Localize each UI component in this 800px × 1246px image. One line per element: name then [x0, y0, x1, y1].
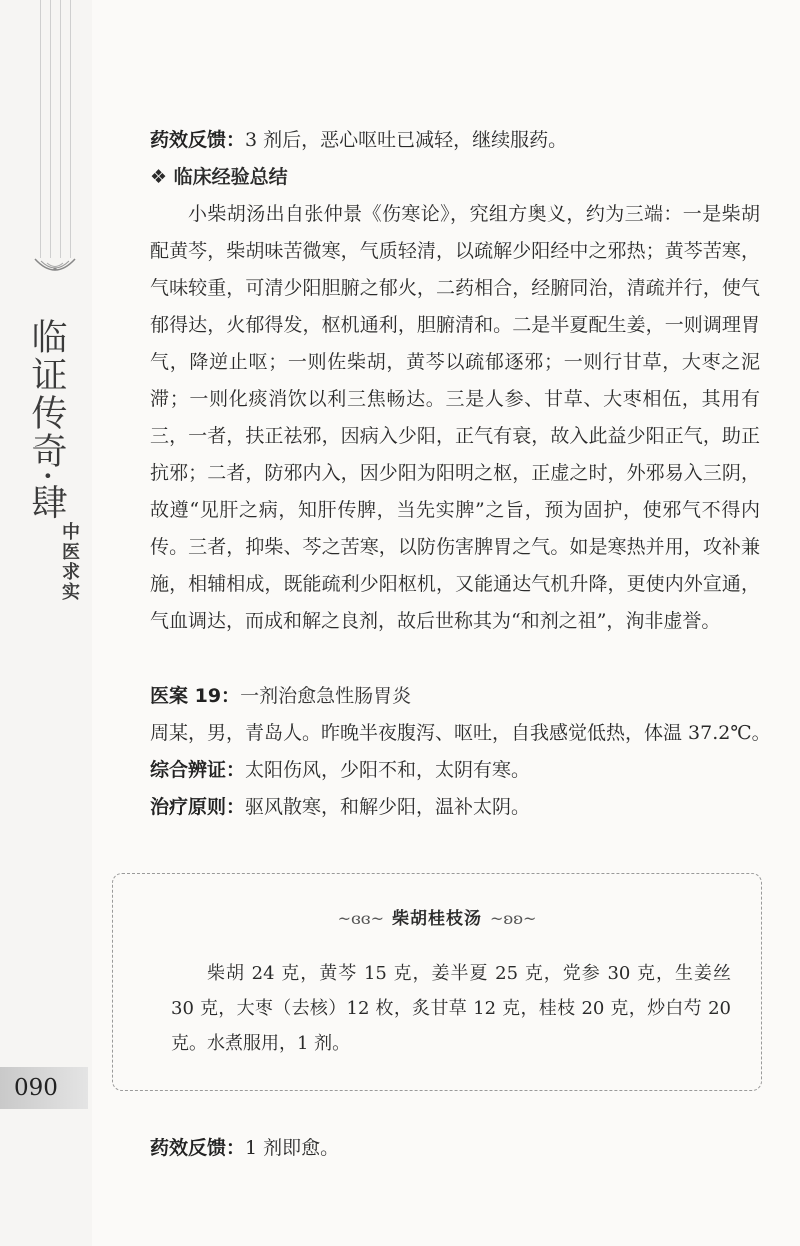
principle-text: 驱风散寒，和解少阳，温补太阴。	[245, 796, 531, 818]
principle-line	[150, 789, 760, 826]
diagnosis-label: 综合辨证：	[150, 759, 246, 781]
final-feedback-text: 1 剂即愈。	[245, 1137, 340, 1159]
principle-label: 治疗原则：	[150, 796, 246, 818]
right-swirl-ornament-icon: ~ʚʚ~	[490, 909, 537, 928]
rail-line	[50, 0, 51, 258]
rail-line	[60, 0, 61, 258]
book-subtitle: 中医求实	[59, 522, 80, 602]
prescription-box	[112, 873, 762, 1091]
patient-line: 周某，男，青岛人。昨晚半夜腹泻、呕吐，自我感觉低热，体温 37.2℃。	[150, 722, 771, 744]
summary-paragraph: 小柴胡汤出自张仲景《伤寒论》，究组方奥义，约为三端：一是柴胡配黄芩，柴胡味苦微寒，气质轻清，以疏解少阳经中之邪热；黄芩苦寒，气味较重，可清少阳胆腑之郁火，二药相合，经腑同治，清疏并行，使气郁得达，火郁得发，枢机通利，胆腑清和。二是半夏配生姜，一则调理胃气，降逆止呕；一则佐柴胡，黄芩以疏郁逐邪；一则行甘草，大枣之泥滞；一则化痰消饮以利三焦畅达。三是人参、甘草、大枣相伍，其用有三，一者，扶正祛邪，因病入少阳，正气有衰，故入此益少阳正气，助正抗邪；二者，防邪内入，因少阳为阳明之枢，正虚之时，外邪易入三阴，故遵“见肝之病，知肝传脾，当先实脾”之旨，预为固护，使邪气不得内传。三者，抑柴、芩之苦寒，以防伤害脾胃之气。如是寒热并用，攻补兼施，相辅相成，既能疏利少阳枢机，又能通达气机升降，更使内外宣通，气血调达，而成和解之良剂，故后世称其为“和剂之祖”，洵非虚誉。	[150, 203, 760, 632]
final-feedback-line	[150, 1130, 339, 1167]
rail-line	[40, 0, 41, 258]
case-label: 医案 19：	[150, 685, 241, 707]
case-title-text: 一剂治愈急性肠胃炎	[240, 685, 412, 707]
diagnosis-line	[150, 752, 760, 789]
prescription-ingredients: 柴胡 24 克，黄芩 15 克，姜半夏 25 克，党参 30 克，生姜丝 30 克，大枣（去核）12 枚，炙甘草 12 克，桂枝 20 克，炒白芍 20 克。水煮服用，1 剂。	[171, 963, 731, 1054]
book-title: 临证传奇·肆	[26, 318, 67, 522]
prescription-header	[113, 904, 761, 934]
left-swirl-ornament-icon: ~ɞɞ~	[337, 909, 384, 928]
feedback-label: 药效反馈：	[150, 129, 246, 151]
side-rail	[0, 0, 92, 1246]
main-content	[150, 122, 771, 826]
prescription-name: 柴胡桂枝汤	[392, 909, 482, 929]
diagnosis-text: 太阳伤风，少阳不和，太阴有寒。	[245, 759, 531, 781]
lotus-ornament-icon	[33, 255, 77, 277]
page-number: 090	[14, 1075, 58, 1101]
feedback-line	[150, 122, 760, 159]
section-heading: ❖ 临床经验总结	[150, 166, 288, 188]
case-title	[150, 678, 760, 715]
rail-line	[70, 0, 71, 258]
spacer	[150, 640, 760, 678]
final-feedback-label: 药效反馈：	[150, 1137, 246, 1159]
feedback-text: 3 剂后，恶心呕吐已减轻，继续服药。	[245, 129, 568, 151]
